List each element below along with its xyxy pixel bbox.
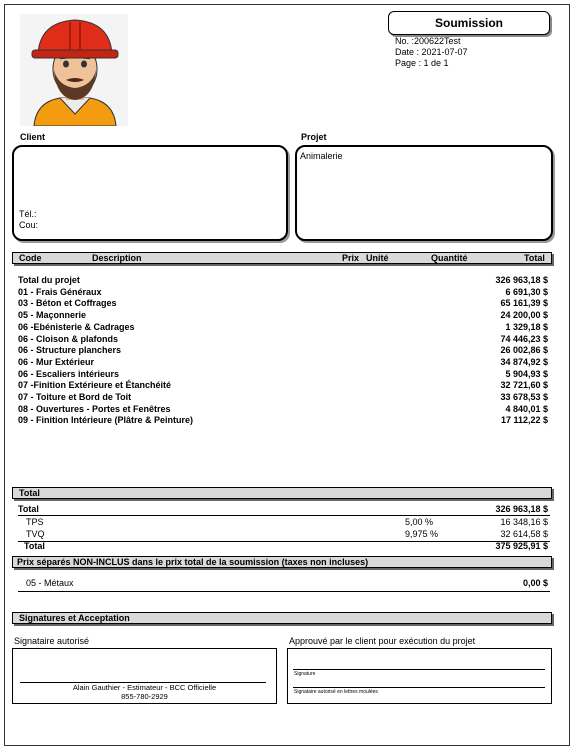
list-item: Total du projet 326 963,18 $	[18, 275, 548, 285]
list-item: 07 - Toiture et Bord de Toit 33 678,53 $	[18, 392, 548, 402]
projet-value: Animalerie	[300, 151, 343, 161]
grand-total-row: Total 375 925,91 $	[24, 541, 548, 551]
client-cou: Cou:	[19, 220, 39, 230]
tvq-rate: 9,975 %	[405, 529, 439, 539]
document-number: No. :200622Test	[395, 36, 461, 46]
col-total: Total	[524, 253, 545, 263]
tps-rate: 5,00 %	[405, 517, 434, 527]
client-tel: Tél.:	[19, 209, 37, 219]
tps-label: TPS	[26, 517, 44, 527]
exclus-bar	[12, 556, 552, 568]
col-code: Code	[19, 253, 42, 263]
totals-bar-label: Total	[19, 488, 40, 498]
list-item: 06 - Escaliers intérieurs 5 904,93 $	[18, 368, 548, 379]
list-item: 07 -Finition Extérieure et Étanchéité 32 721,60 $	[18, 380, 548, 391]
signatures-bar	[12, 612, 552, 624]
total-row: Total 326 963,18 $	[18, 504, 548, 514]
projet-label: Projet	[301, 132, 327, 142]
page-number: Page : 1 de 1	[395, 58, 449, 68]
approuve-box	[287, 648, 552, 704]
signataire-label: Signataire autorisé	[14, 636, 90, 646]
signataire-name: Alain Gauthier - Estimateur - BCC Officielle	[72, 683, 217, 692]
list-item: 05 - Maçonnerie 24 200,00 $	[18, 310, 548, 321]
client-box	[12, 145, 288, 241]
document-title: Soumission	[388, 11, 550, 35]
col-description: Description	[92, 253, 142, 263]
exclus-bar-label: Prix séparés NON-INCLUS dans le prix total de la soumission (taxes non incluses)	[17, 557, 369, 567]
totals-bar	[12, 487, 552, 499]
signature-caption: Signature	[294, 671, 316, 677]
tvq-amount: 32 614,58 $	[500, 529, 548, 539]
list-item: 01 - Frais Généraux 6 691,30 $	[18, 286, 548, 297]
list-item: 08 - Ouvertures - Portes et Fenêtres 4 840,01 $	[18, 403, 548, 414]
document-date: Date : 2021-07-07	[395, 47, 468, 57]
exclus-item: 05 - Métaux	[26, 578, 74, 588]
signataire-phone: 855-780-2929	[121, 692, 168, 701]
signature-line	[293, 669, 545, 670]
list-item: 06 - Structure planchers 26 002,86 $	[18, 345, 548, 356]
approuve-label: Approuvé par le client pour exécution du projet	[289, 636, 476, 646]
divider	[18, 515, 550, 516]
list-item: 06 -Ebénisterie & Cadrages 1 329,18 $	[18, 321, 548, 332]
exclus-amount: 0,00 $	[522, 578, 548, 588]
col-quantite: Quantité	[431, 253, 468, 263]
tps-amount: 16 348,16 $	[500, 517, 548, 527]
signatures-bar-label: Signatures et Acceptation	[19, 613, 130, 623]
list-item: 03 - Béton et Coffrages 65 161,39 $	[18, 298, 548, 309]
list-item: 06 - Cloison & plafonds 74 446,23 $	[18, 333, 548, 344]
signature-name-caption: Signataire autorisé en lettres moulées	[294, 689, 378, 695]
client-label: Client	[20, 132, 46, 142]
divider	[18, 591, 550, 592]
column-header-bar	[12, 252, 552, 264]
tvq-label: TVQ	[26, 529, 45, 539]
list-item: 06 - Mur Extérieur 34 874,92 $	[18, 356, 548, 367]
worker-logo	[20, 14, 128, 126]
col-unite: Unité	[366, 253, 389, 263]
col-prix: Prix	[342, 253, 360, 263]
list-item: 09 - Finition Intérieure (Plâtre & Peinture) 17 112,22 $	[18, 415, 548, 426]
signature-line	[293, 687, 545, 688]
